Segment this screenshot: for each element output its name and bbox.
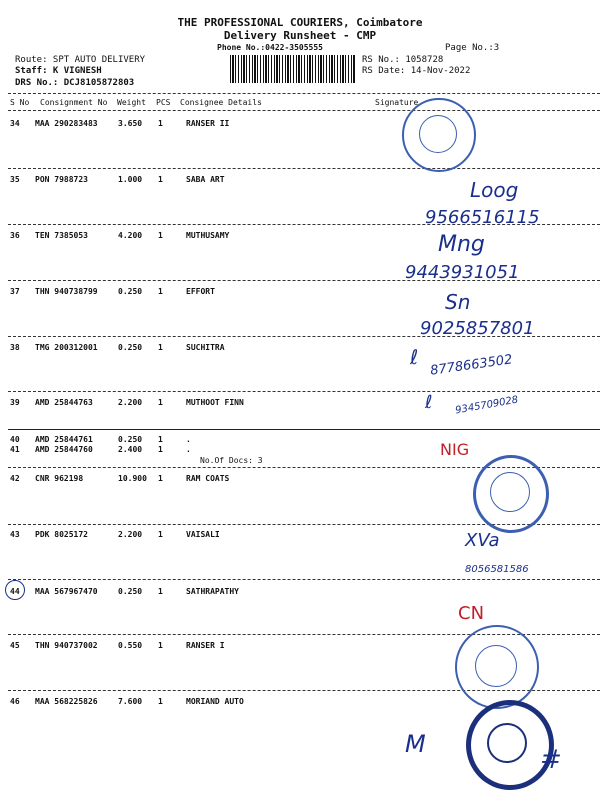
cell-cons: TMG 200312001 bbox=[35, 343, 98, 352]
row-divider bbox=[8, 391, 600, 392]
cell-sno: 39 bbox=[10, 398, 20, 407]
table-row bbox=[8, 641, 408, 653]
cell-weight: 1.000 bbox=[118, 175, 143, 184]
handwritten-circle bbox=[5, 580, 25, 600]
table-row bbox=[8, 697, 408, 709]
cell-cons: MAA 290283483 bbox=[35, 119, 98, 128]
col-signature: Signature bbox=[375, 98, 419, 107]
cell-pcs: 1 bbox=[158, 530, 163, 539]
cell-pcs: 1 bbox=[158, 343, 163, 352]
drs-number: DRS No.: DCJ8105872803 bbox=[15, 78, 135, 88]
cell-pcs: 1 bbox=[158, 231, 163, 240]
row-divider bbox=[8, 579, 600, 580]
cell-pcs: 1 bbox=[158, 474, 163, 483]
col-sno: S No bbox=[10, 98, 30, 107]
cell-pcs: 1 bbox=[158, 445, 163, 454]
cell-consignee: RANSER I bbox=[186, 641, 225, 650]
handwritten-signature: Mng bbox=[438, 232, 485, 257]
table-row bbox=[8, 175, 408, 187]
cell-sno: 46 bbox=[10, 697, 20, 706]
cell-pcs: 1 bbox=[158, 119, 163, 128]
handwritten-signature: Sn bbox=[445, 290, 471, 314]
handwritten-signature: # bbox=[540, 745, 562, 775]
column-header-divider bbox=[8, 110, 600, 111]
cell-cons: TEN 7385053 bbox=[35, 231, 88, 240]
handwritten-phone: 9566516115 bbox=[425, 207, 540, 228]
cell-consignee: EFFORT bbox=[186, 287, 215, 296]
table-row bbox=[8, 474, 408, 486]
handwritten-signature: ℓ bbox=[410, 345, 419, 369]
cell-consignee: SABA ART bbox=[186, 175, 225, 184]
company-seal bbox=[455, 625, 539, 709]
cell-consignee: SATHRAPATHY bbox=[186, 587, 239, 596]
cell-weight: 2.200 bbox=[118, 530, 143, 539]
no-of-docs: No.Of Docs: 3 bbox=[200, 456, 263, 465]
cell-pcs: 1 bbox=[158, 175, 163, 184]
company-seal bbox=[473, 455, 549, 533]
table-row bbox=[8, 343, 408, 355]
cell-consignee: . bbox=[186, 445, 191, 454]
handwritten-signature: XVa bbox=[465, 530, 500, 551]
cell-sno: 34 bbox=[10, 119, 20, 128]
cell-consignee: . bbox=[186, 435, 191, 444]
cell-weight: 3.650 bbox=[118, 119, 143, 128]
cell-weight: 0.250 bbox=[118, 343, 143, 352]
header-divider bbox=[8, 93, 600, 94]
cell-weight: 10.900 bbox=[118, 474, 147, 483]
table-row bbox=[8, 287, 408, 299]
table-row bbox=[8, 398, 408, 410]
company-seal bbox=[402, 98, 476, 172]
cell-consignee: VAISALI bbox=[186, 530, 220, 539]
cell-weight: 0.250 bbox=[118, 287, 143, 296]
cell-sno: 44 bbox=[10, 587, 20, 596]
table-row bbox=[8, 119, 408, 131]
page-number: Page No.:3 bbox=[445, 43, 500, 53]
cell-weight: 2.200 bbox=[118, 398, 143, 407]
cell-pcs: 1 bbox=[158, 697, 163, 706]
cell-weight: 0.250 bbox=[118, 435, 143, 444]
cell-weight: 2.400 bbox=[118, 445, 143, 454]
table-row bbox=[8, 587, 408, 599]
handwritten-signature: Loog bbox=[470, 178, 519, 202]
cell-weight: 4.200 bbox=[118, 231, 143, 240]
cell-sno: 42 bbox=[10, 474, 20, 483]
cell-sno: 43 bbox=[10, 530, 20, 539]
cell-sno: 37 bbox=[10, 287, 20, 296]
cell-consignee: SUCHITRA bbox=[186, 343, 225, 352]
cell-cons: MAA 568225826 bbox=[35, 697, 98, 706]
col-consignee: Consignee Details bbox=[180, 98, 262, 107]
col-pcs: PCS bbox=[156, 98, 171, 107]
cell-weight: 0.250 bbox=[118, 587, 143, 596]
cell-cons: THN 940738799 bbox=[35, 287, 98, 296]
handwritten-phone: 9025857801 bbox=[420, 318, 535, 339]
cell-consignee: MUTHOOT FINN bbox=[186, 398, 244, 407]
cell-cons: PDK 8025172 bbox=[35, 530, 88, 539]
staff-label: Staff: K VIGNESH bbox=[15, 66, 102, 76]
cell-sno: 40 bbox=[10, 435, 20, 444]
handwritten-phone: 9345709028 bbox=[454, 394, 520, 417]
handwritten-note: CN bbox=[458, 603, 485, 624]
cell-sno: 35 bbox=[10, 175, 20, 184]
sheet-title: Delivery Runsheet - CMP bbox=[223, 29, 377, 42]
cell-weight: 7.600 bbox=[118, 697, 143, 706]
col-consignment: Consignment No bbox=[40, 98, 108, 107]
cell-cons: PON 7988723 bbox=[35, 175, 88, 184]
cell-sno: 38 bbox=[10, 343, 20, 352]
cell-consignee: RAM COATS bbox=[186, 474, 230, 483]
col-weight: Weight bbox=[117, 98, 146, 107]
cell-consignee: RANSER II bbox=[186, 119, 230, 128]
route-label: Route: SPT AUTO DELIVERY bbox=[15, 55, 146, 65]
cell-pcs: 1 bbox=[158, 641, 163, 650]
cell-cons: AMD 25844761 bbox=[35, 435, 93, 444]
rs-number: RS No.: 1058728 bbox=[362, 55, 444, 65]
table-row bbox=[8, 231, 408, 243]
handwritten-phone: 8778663502 bbox=[429, 352, 514, 379]
cell-sno: 36 bbox=[10, 231, 20, 240]
cell-cons: CNR 962198 bbox=[35, 474, 84, 483]
cell-cons: AMD 25844760 bbox=[35, 445, 93, 454]
cell-pcs: 1 bbox=[158, 435, 163, 444]
cell-sno: 45 bbox=[10, 641, 20, 650]
cell-pcs: 1 bbox=[158, 287, 163, 296]
handwritten-note: NIG bbox=[440, 440, 470, 459]
cell-sno: 41 bbox=[10, 445, 20, 454]
cell-consignee: MUTHUSAMY bbox=[186, 231, 230, 240]
company-name: THE PROFESSIONAL COURIERS, Coimbatore bbox=[177, 16, 423, 29]
barcode bbox=[230, 55, 355, 83]
cell-cons: AMD 25844763 bbox=[35, 398, 93, 407]
rs-date: RS Date: 14-Nov-2022 bbox=[362, 66, 471, 76]
cell-pcs: 1 bbox=[158, 398, 163, 407]
row-divider-solid bbox=[8, 429, 600, 430]
table-row bbox=[8, 530, 408, 542]
handwritten-signature: M bbox=[405, 730, 426, 758]
cell-cons: MAA 567967470 bbox=[35, 587, 98, 596]
cell-pcs: 1 bbox=[158, 587, 163, 596]
handwritten-phone: 9443931051 bbox=[405, 262, 520, 283]
cell-cons: THN 940737002 bbox=[35, 641, 98, 650]
row-divider bbox=[8, 168, 600, 169]
phone-number: Phone No.:0422-3505555 bbox=[217, 43, 323, 52]
cell-weight: 0.550 bbox=[118, 641, 143, 650]
handwritten-signature: ℓ bbox=[425, 392, 433, 413]
handwritten-phone: 8056581586 bbox=[465, 564, 529, 575]
cell-consignee: MORIAND AUTO bbox=[186, 697, 244, 706]
